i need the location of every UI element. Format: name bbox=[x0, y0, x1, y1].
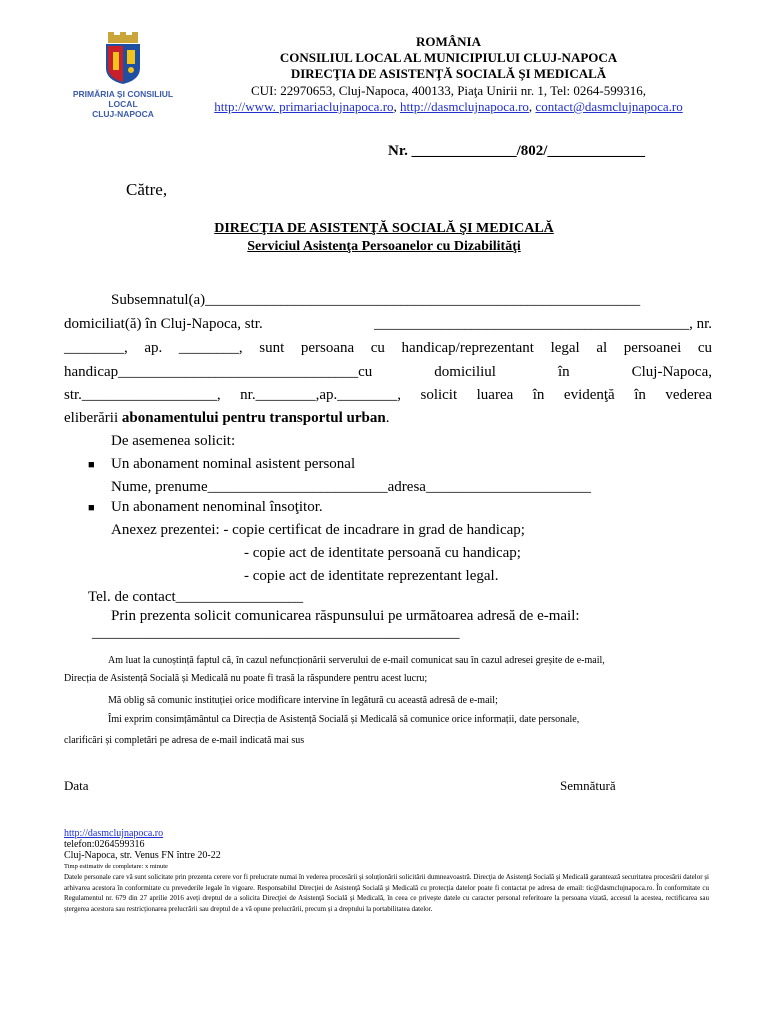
option-non-nominal-companion: Un abonament nenominal însoţitor. bbox=[111, 499, 323, 515]
email-request-text: Prin prezenta solicit comunicarea răspunsului pe următoarea adresă de e-mail: bbox=[111, 608, 580, 624]
apartment-line: ________, ap. ________, sunt persoana cu handicap/reprezentant legal al persoanei cu bbox=[64, 340, 712, 356]
assistant-name-address-line: Nume, prenume________________________adresa______________________ bbox=[111, 479, 591, 495]
link-dasm[interactable]: http://dasmclujnapoca.ro bbox=[400, 99, 529, 114]
email-blank-line: _________________________________________________ bbox=[92, 625, 460, 641]
coat-of-arms-icon bbox=[62, 32, 184, 84]
footer-privacy-notice: Datele personale care vă sunt solicitate prin prezenta cerere vor fi prelucrate numai în vederea procesării și soluționării solicitării dumneavoastră. Direcţia de Asistenţă Socială şi Medicală garantează securitatea procesării datelor și arhivarea acestora în conformitate cu prevederile legale în vigoare. Responsabilul Direcţiei de Asistenţă Socială şi Medicală cu protecția datelor poate fi contactat pe adresa de email: tic@dasmclujnapoca.ro. În conformitate cu Regulamentul nr. 679 din 27 aprilie 2016 aveți dreptul de a solicita Direcţiei de Asistenţă Socială şi Medicală, în ceea ce privește datele cu caracter personal referitoare la persoana vizată, accesul la acestea, rectificarea sau ștergerea acestora sau restricționarea prelucrării sau dreptul de a vă opune prelucrării, precum și a dreptului la portabilitatea datelor. bbox=[64, 873, 709, 913]
footer-completion-time: Timp estimativ de completare: x minute bbox=[64, 863, 168, 870]
bullet-icon: ■ bbox=[88, 502, 95, 514]
recipient-subtitle: Serviciul Asistenţa Persoanelor cu Dizabilităţi bbox=[247, 239, 521, 254]
logo-text-line1: PRIMĂRIA ȘI CONSILIUL LOCAL bbox=[72, 89, 174, 109]
street-line: str.__________________, nr.________,ap.________, solicit luarea în evidenţă în vederea bbox=[64, 387, 712, 403]
link-primarie[interactable]: http://www. primariaclujnapoca.ro bbox=[214, 99, 394, 114]
footer-phone: telefon:0264599316 bbox=[64, 839, 145, 850]
link-contact-email[interactable]: contact@dasmclujnapoca.ro bbox=[535, 99, 683, 114]
header-country: ROMÂNIA bbox=[416, 34, 481, 49]
date-label: Data bbox=[64, 778, 89, 793]
request-purpose-line: eliberării abonamentului pentru transportul urban. bbox=[64, 410, 390, 426]
consent-paragraph-3b: clarificări și completări pe adresa de e-mail indicată mai sus bbox=[64, 735, 305, 746]
also-request-label: De asemenea solicit: bbox=[111, 433, 236, 449]
handicap-line: handicap________________________________cu domiciliul în Cluj-Napoca, bbox=[64, 364, 712, 380]
consent-paragraph-2: Mă oblig să comunic instituției orice modificare intervine în legătură cu această adresă de e-mail; bbox=[108, 695, 498, 706]
contact-phone-line: Tel. de contact_________________ bbox=[88, 589, 304, 605]
bullet-icon: ■ bbox=[88, 459, 95, 471]
annex-line-1: Anexez prezentei: - copie certificat de incadrare in grad de handicap; bbox=[111, 522, 525, 538]
signature-label: Semnătură bbox=[560, 778, 616, 793]
annex-line-3: - copie act de identitate reprezentant legal. bbox=[244, 568, 499, 584]
consent-paragraph-1a: Am luat la cunoștință faptul că, în cazul nefuncționării serverului de e-mail comunicat sau în cazul adresei greșite de e-mail, bbox=[108, 655, 605, 666]
consent-paragraph-1b: Direcția de Asistență Socială și Medicală nu poate fi trasă la răspundere pentru acest lucru; bbox=[64, 673, 428, 684]
footer-website-link[interactable]: http://dasmclujnapoca.ro bbox=[64, 828, 164, 839]
addressee-label: Către, bbox=[126, 180, 168, 199]
logo-text-line2: CLUJ-NAPOCA bbox=[92, 109, 154, 119]
annex-line-2: - copie act de identitate persoană cu handicap; bbox=[244, 545, 521, 561]
applicant-name-line: Subsemnatul(a)__________________________________________________________ bbox=[111, 292, 641, 308]
registration-number: Nr. ______________/802/_____________ bbox=[388, 143, 645, 159]
header-address: CUI: 22970653, Cluj-Napoca, 400133, Piaţa Unirii nr. 1, Tel: 0264-599316, bbox=[251, 83, 646, 98]
header-council: CONSILIUL LOCAL AL MUNICIPIULUI CLUJ-NAPOCA bbox=[279, 50, 618, 65]
city-hall-logo bbox=[62, 32, 184, 119]
recipient-title: DIRECŢIA DE ASISTENŢĂ SOCIALĂ ŞI MEDICALĂ bbox=[214, 221, 554, 236]
consent-paragraph-3a: Îmi exprim consimțământul ca Direcția de Asistență Socială și Medicală să comunice orice informații, date personale, bbox=[108, 714, 580, 725]
footer-address: Cluj-Napoca, str. Venus FN între 20-22 bbox=[64, 850, 221, 861]
header-links: http://www. primariaclujnapoca.ro, http://dasmclujnapoca.ro, contact@dasmclujnapoca.ro bbox=[214, 99, 683, 114]
header-direction: DIRECŢIA DE ASISTENŢĂ SOCIALĂ ŞI MEDICALĂ bbox=[290, 66, 607, 81]
domicile-line: domiciliat(ă) în Cluj-Napoca, str. __________________________________________, nr. bbox=[64, 316, 712, 332]
option-nominal-assistant: Un abonament nominal asistent personal bbox=[111, 456, 356, 472]
